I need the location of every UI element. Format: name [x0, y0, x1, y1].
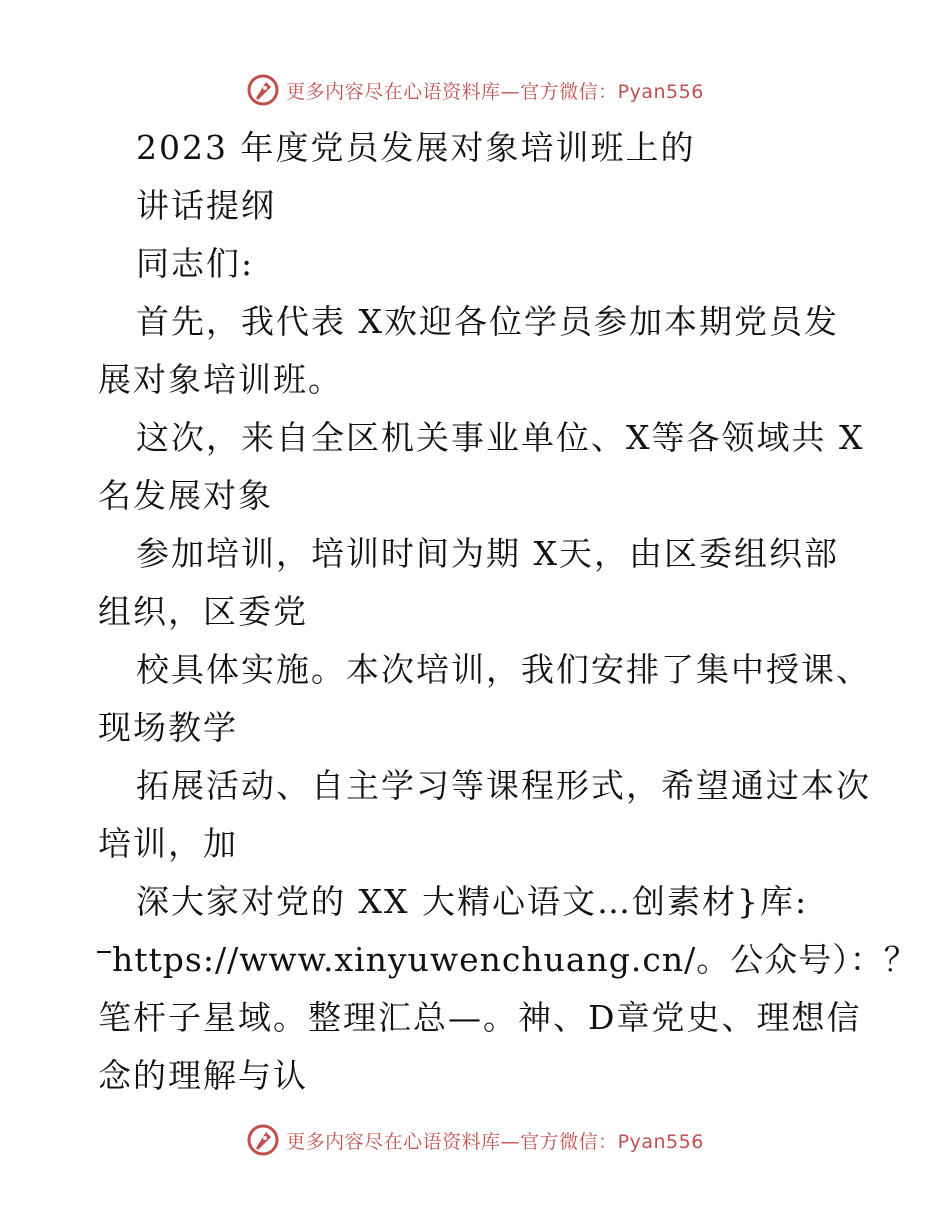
paragraph-3-line-2: 组织，区委党 [98, 592, 308, 631]
header-banner-text: 更多内容尽在心语资料库—官方微信：Pyan556 [286, 80, 704, 103]
paragraph-1-line-2: 展对象培训班。 [98, 360, 343, 399]
paragraph-5-line-2: 培训，加 [98, 824, 238, 863]
paragraph-1-line-1: 首先，我代表 X欢迎各位学员参加本期党员发 [136, 302, 839, 341]
paragraph-6-line-2-url: https://www.xinyuwenchuang.cn/。公众号）：？ [112, 940, 918, 979]
paragraph-6-line-3: 笔杆子星域。整理汇总—。神、D章党史、理想信 [98, 998, 862, 1037]
paragraph-5-line-1: 拓展活动、自主学习等课程形式，希望通过本次 [136, 766, 871, 805]
footer-banner-text: 更多内容尽在心语资料库—官方微信：Pyan556 [286, 1130, 704, 1153]
paragraph-6-line-4: 念的理解与认 [98, 1056, 308, 1095]
paragraph-4-line-2: 现场教学 [98, 708, 238, 747]
paragraph-2-line-2: 名发展对象 [98, 476, 273, 515]
title-line-2: 讲话提纲 [136, 186, 276, 225]
salutation: 同志们: [136, 244, 255, 283]
stray-dash-mark [97, 951, 111, 953]
paragraph-4-line-1: 校具体实施。本次培训，我们安排了集中授课、 [136, 650, 871, 689]
paragraph-3-line-1: 参加培训，培训时间为期 X天，由区委组织部 [136, 534, 839, 573]
paragraph-6-line-1: 深大家对党的 XX 大精心语文…创素材}库: [136, 882, 809, 921]
paragraph-2-line-1: 这次，来自全区机关事业单位、X等各领域共 X [136, 418, 865, 457]
header-banner [0, 70, 950, 110]
footer-banner [0, 1120, 950, 1160]
pen-nib-logo-icon [246, 73, 280, 107]
pen-nib-logo-icon [246, 1123, 280, 1157]
title-line-1: 2023 年度党员发展对象培训班上的 [136, 128, 696, 167]
